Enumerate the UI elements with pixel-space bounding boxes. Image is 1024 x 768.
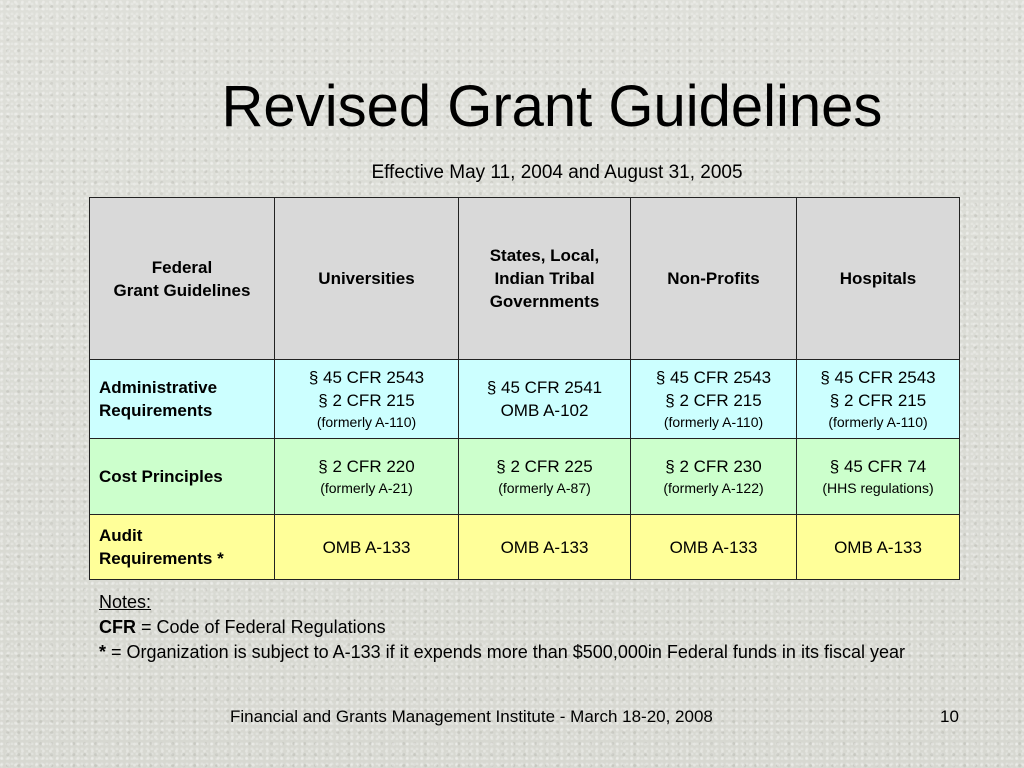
table-header-row	[90, 198, 960, 360]
table-row-audit	[90, 515, 960, 580]
cell-admin-non-profits	[631, 360, 797, 439]
header-federal-grant-guidelines	[90, 198, 275, 360]
note-cfr-term: CFR	[99, 617, 136, 637]
cell-audit-governments: OMB A-133	[459, 515, 631, 580]
table-row-administrative	[90, 360, 960, 439]
header-non-profits: Non-Profits	[631, 198, 797, 360]
header-line: Grant Guidelines	[113, 280, 251, 300]
cell-note: (formerly A-21)	[320, 480, 413, 496]
page-number: 10	[940, 707, 959, 726]
cell-note: (formerly A-110)	[828, 414, 928, 430]
cell-note: (HHS regulations)	[822, 480, 934, 496]
cell-line: § 45 CFR 2543	[308, 368, 425, 387]
cell-cost-non-profits	[631, 439, 797, 515]
header-line: Indian Tribal	[494, 269, 595, 288]
header-state-local-tribal	[459, 198, 631, 360]
note-cfr	[99, 615, 939, 640]
notes-section	[99, 590, 939, 665]
cell-line: § 45 CFR 2541	[486, 378, 603, 397]
cell-admin-universities	[275, 360, 459, 439]
cell-line: § 2 CFR 220	[318, 457, 415, 476]
slide-subtitle: Effective May 11, 2004 and August 31, 2005	[371, 162, 743, 183]
note-cfr-definition: = Code of Federal Regulations	[136, 617, 386, 637]
cell-admin-governments	[459, 360, 631, 439]
header-universities: Universities	[275, 198, 459, 360]
cell-line: § 2 CFR 230	[665, 457, 762, 476]
cell-audit-hospitals: OMB A-133	[797, 515, 960, 580]
cell-line: § 2 CFR 225	[496, 457, 593, 476]
notes-heading: Notes:	[99, 592, 152, 612]
row-label-line: Requirements	[99, 401, 213, 420]
note-asterisk-term: *	[99, 642, 107, 662]
cell-cost-governments	[459, 439, 631, 515]
header-hospitals: Hospitals	[797, 198, 960, 360]
cell-audit-non-profits: OMB A-133	[631, 515, 797, 580]
cell-line: OMB A-102	[500, 401, 589, 420]
footer-text: Financial and Grants Management Institute - March 18-20, 2008	[230, 707, 713, 726]
header-line: Governments	[489, 292, 600, 311]
note-asterisk-definition: = Organization is subject to A-133 if it expends more than $500,000in Federal funds in its fiscal year	[106, 642, 905, 662]
row-label-line: Requirements *	[99, 549, 224, 568]
table-row-cost-principles	[90, 439, 960, 515]
cell-note: (formerly A-110)	[663, 414, 764, 430]
row-label-line: Administrative	[99, 378, 218, 397]
row-label-line: Audit	[99, 526, 143, 545]
cell-admin-hospitals	[797, 360, 960, 439]
row-label-audit	[90, 515, 275, 580]
cell-line: § 2 CFR 215	[829, 391, 927, 410]
cell-cost-universities	[275, 439, 459, 515]
slide-title: Revised Grant Guidelines	[221, 74, 883, 139]
cell-note: (formerly A-122)	[663, 480, 764, 496]
header-line: Federal	[151, 257, 213, 277]
cell-line: § 45 CFR 74	[829, 457, 927, 476]
cell-line: § 2 CFR 215	[665, 391, 762, 410]
cell-line: § 45 CFR 2543	[820, 368, 936, 387]
header-line: States, Local,	[489, 246, 600, 265]
row-label-cost-principles: Cost Principles	[90, 439, 275, 515]
cell-audit-universities: OMB A-133	[275, 515, 459, 580]
cell-note: (formerly A-110)	[316, 414, 417, 430]
row-label-administrative	[90, 360, 275, 439]
grant-guidelines-table	[89, 197, 960, 580]
cell-cost-hospitals	[797, 439, 960, 515]
cell-line: § 45 CFR 2543	[655, 368, 772, 387]
cell-note: (formerly A-87)	[498, 480, 591, 496]
cell-line: § 2 CFR 215	[318, 391, 415, 410]
note-asterisk	[99, 640, 939, 665]
